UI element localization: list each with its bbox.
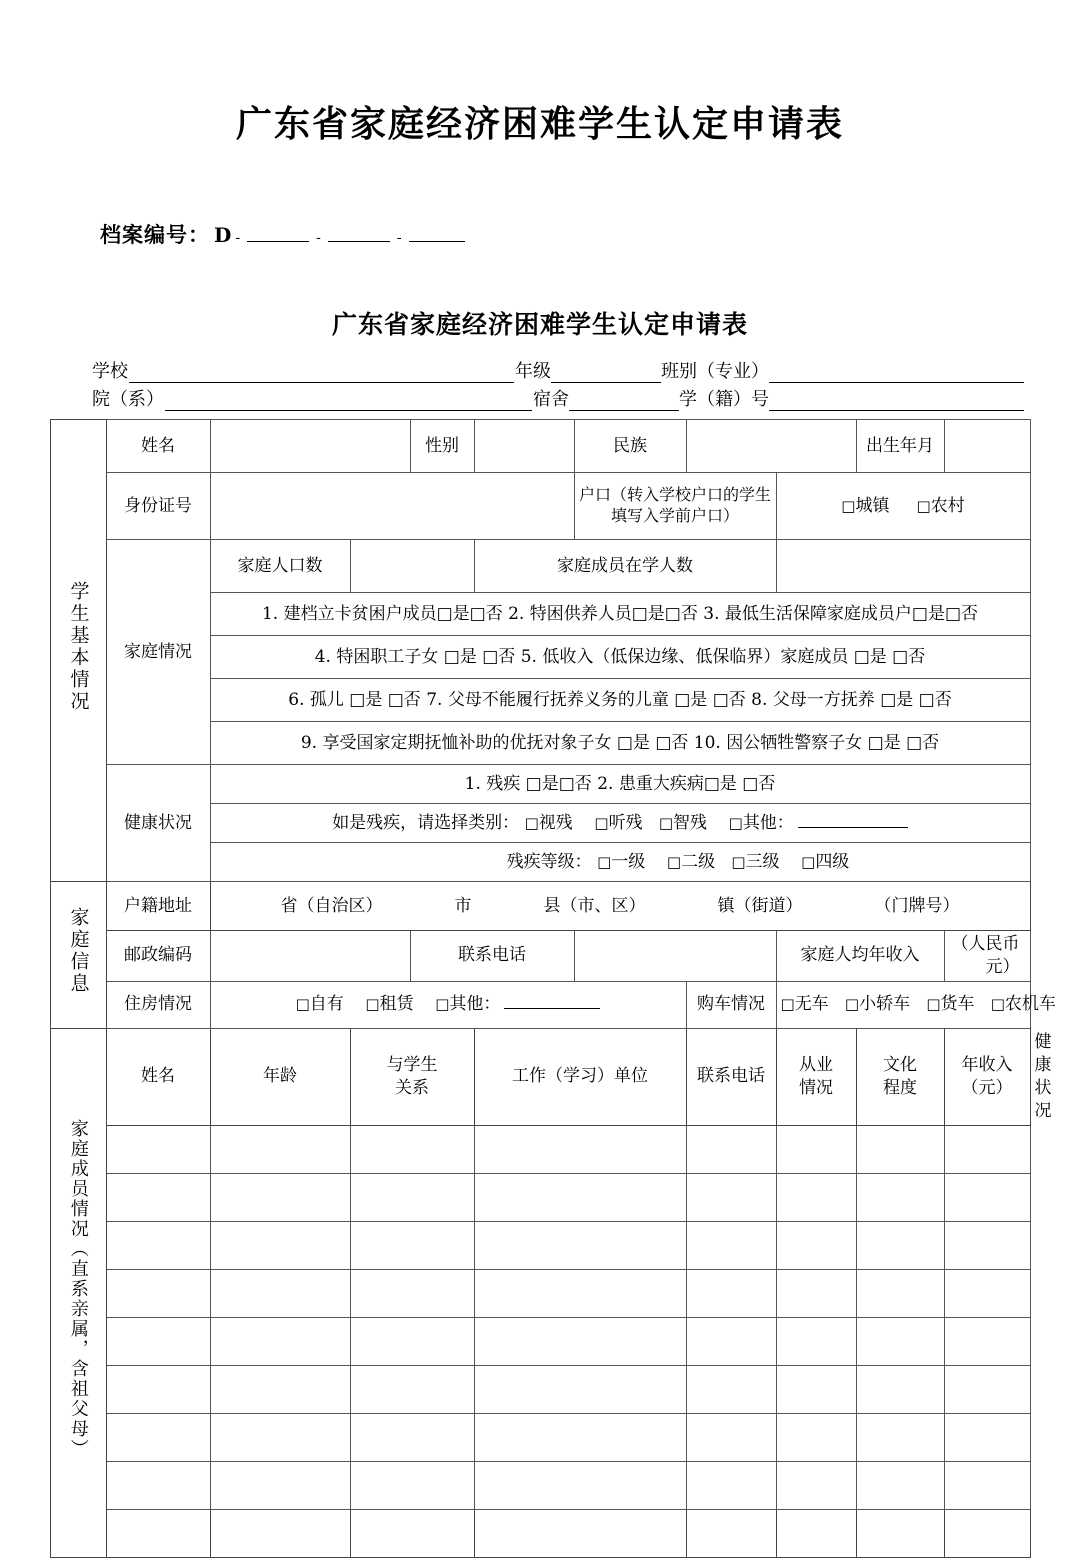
cell-member-relation[interactable] [350, 1461, 474, 1509]
cell-member-phone[interactable] [686, 1317, 776, 1365]
header-income-line-2: （元） [961, 1077, 1013, 1098]
grade-input[interactable] [551, 361, 661, 383]
cell-member-employment[interactable] [776, 1173, 856, 1221]
cell-member-age[interactable] [210, 1509, 350, 1557]
header-income-line-1: 年收入 [961, 1054, 1013, 1075]
dorm-label: 宿舍 [533, 389, 569, 410]
table-row-housing [50, 981, 1030, 1028]
label-name: 姓名 [106, 420, 210, 473]
input-ethnicity[interactable] [686, 420, 856, 473]
cell-member-income[interactable] [944, 1221, 1030, 1269]
table-row-id-number [50, 473, 1030, 540]
input-other-disability[interactable] [798, 813, 908, 828]
cell-member-education[interactable] [856, 1317, 944, 1365]
checkbox-hukou-rural[interactable]: □ [916, 496, 931, 515]
cell-member-relation[interactable] [350, 1269, 474, 1317]
label-gender: 性别 [410, 420, 474, 473]
address-part-city: 市 [454, 895, 472, 916]
label-housing: 住房情况 [106, 981, 210, 1028]
hukou-options [776, 473, 1030, 540]
cell-member-employment[interactable] [776, 1365, 856, 1413]
situation-line-3[interactable]: 6. 孤儿 □是 □否 7. 父母不能履行抚养义务的儿童 □是 □否 8. 父母一方抚养 □是 □否 [210, 679, 1030, 722]
cell-member-employment[interactable] [776, 1221, 856, 1269]
cell-member-education[interactable] [856, 1173, 944, 1221]
car-options [776, 981, 1056, 1028]
cell-member-employment[interactable] [776, 1317, 856, 1365]
label-family-income: 家庭人均年收入 [776, 931, 944, 982]
label-id-number: 身份证号 [106, 473, 210, 540]
label-birth-date: 出生年月 [856, 420, 944, 473]
cell-member-workplace[interactable] [474, 1461, 686, 1509]
table-row-health-1 [50, 765, 1030, 804]
table-row-member-2 [50, 1173, 1030, 1221]
cell-member-education[interactable] [856, 1221, 944, 1269]
archive-field-2[interactable] [328, 225, 390, 242]
checkbox-level-3[interactable]: □ [731, 852, 746, 871]
school-input[interactable] [129, 361, 514, 383]
label-level-3: 三级 [745, 851, 780, 872]
cell-member-phone[interactable] [686, 1509, 776, 1557]
input-phone[interactable] [574, 931, 776, 982]
label-disability-type: 如是残疾，请选择类别： [332, 812, 520, 833]
header-education-line-2: 程度 [883, 1077, 917, 1098]
student-id-label: 学（籍）号 [679, 389, 769, 410]
cell-member-income[interactable] [944, 1125, 1030, 1173]
input-id-number[interactable] [210, 473, 574, 540]
cell-member-employment[interactable] [776, 1413, 856, 1461]
archive-dash-1: - [235, 230, 241, 246]
checkbox-housing-owned[interactable]: □ [295, 995, 310, 1014]
department-input[interactable] [165, 389, 532, 411]
cell-member-income[interactable] [944, 1509, 1030, 1557]
cell-member-name[interactable] [106, 1461, 210, 1509]
dorm-input[interactable] [569, 389, 679, 411]
header-employment-line-2: 情况 [799, 1077, 833, 1098]
health-line-1[interactable]: 1. 残疾 □是□否 2. 患重大疾病□是 □否 [210, 765, 1030, 804]
label-car-truck: 货车 [940, 994, 975, 1015]
grade-label: 年级 [515, 361, 551, 382]
label-vision-disability: 视残 [538, 812, 573, 833]
cell-member-workplace[interactable] [474, 1509, 686, 1557]
header-member-income [944, 1028, 1030, 1125]
table-row-postcode [50, 931, 1030, 982]
checkbox-hukou-urban[interactable]: □ [841, 496, 856, 515]
header-relation-line-2: 关系 [395, 1077, 429, 1098]
archive-field-1[interactable] [247, 225, 309, 242]
cell-member-employment[interactable] [776, 1509, 856, 1557]
cell-member-phone[interactable] [686, 1461, 776, 1509]
table-row-member-7 [50, 1413, 1030, 1461]
header-employment-line-1: 从业 [799, 1054, 833, 1075]
address-part-province: 省（自治区） [280, 895, 383, 916]
header-member-education [856, 1028, 944, 1125]
input-members-in-school[interactable] [776, 540, 1030, 593]
department-label: 院（系） [92, 389, 164, 410]
input-family-size[interactable] [350, 540, 474, 593]
cell-member-workplace[interactable] [474, 1269, 686, 1317]
label-level-1: 一级 [611, 851, 646, 872]
school-label: 学校 [92, 361, 128, 382]
table-row-family-members-header: 家庭成员情况（直系亲属，含祖父母） 姓名 年龄 与学生 关系 工作（学习）单位 联系电话 从业 情况 文化 程度 年收入 （元） 健康 状况 [50, 1028, 1030, 1125]
label-hukou-note: 户口（转入学校户口的学生填写入学前户口） [574, 473, 776, 540]
label-hearing-disability: 听残 [608, 812, 643, 833]
cell-member-workplace[interactable] [474, 1365, 686, 1413]
label-other-disability: 其他： [742, 812, 794, 833]
label-housing-owned: 自有 [309, 994, 344, 1015]
cell-member-age[interactable] [210, 1269, 350, 1317]
input-housing-other[interactable] [504, 994, 600, 1009]
address-part-town: 镇（街道） [717, 895, 803, 916]
section-label-family-members: 家庭成员情况（直系亲属，含祖父母） [50, 1028, 106, 1557]
checkbox-car-truck[interactable]: □ [926, 995, 941, 1014]
header-member-workplace: 工作（学习）单位 [474, 1028, 686, 1125]
cell-member-name[interactable] [106, 1413, 210, 1461]
checkbox-car-farm[interactable]: □ [990, 995, 1005, 1014]
cell-member-name[interactable] [106, 1173, 210, 1221]
input-gender[interactable] [474, 420, 574, 473]
situation-line-2[interactable]: 4. 特困职工子女 □是 □否 5. 低收入（低保边缘、低保临界）家庭成员 □是 □否 [210, 636, 1030, 679]
cell-member-workplace[interactable] [474, 1125, 686, 1173]
archive-field-3[interactable] [409, 225, 465, 242]
header-relation-line-1: 与学生 [386, 1054, 438, 1075]
checkbox-car-none[interactable]: □ [780, 995, 795, 1014]
input-postcode[interactable] [210, 931, 410, 982]
header-member-phone: 联系电话 [686, 1028, 776, 1125]
cell-member-workplace[interactable] [474, 1173, 686, 1221]
cell-member-name[interactable] [106, 1509, 210, 1557]
label-level-2: 二级 [681, 851, 716, 872]
archive-number-line [0, 147, 1080, 249]
situation-line-1[interactable]: 1. 建档立卡贫困户成员□是□否 2. 特困供养人员□是□否 3. 最低生活保障家庭成员户□是□否 [210, 593, 1030, 636]
label-disability-level: 残疾等级： [506, 851, 592, 872]
table-row-member-1 [50, 1125, 1030, 1173]
cell-member-workplace[interactable] [474, 1317, 686, 1365]
table-row-member-3 [50, 1221, 1030, 1269]
cell-member-age[interactable] [210, 1125, 350, 1173]
table-row-address [50, 882, 1030, 931]
cell-member-employment[interactable] [776, 1269, 856, 1317]
cell-member-education[interactable] [856, 1461, 944, 1509]
label-car-sedan: 小轿车 [859, 994, 911, 1015]
cell-member-age[interactable] [210, 1413, 350, 1461]
label-family-size: 家庭人口数 [210, 540, 350, 593]
label-family-situation: 家庭情况 [106, 540, 210, 765]
table-row-member-6 [50, 1365, 1030, 1413]
cell-member-income[interactable] [944, 1173, 1030, 1221]
input-birth-date[interactable] [944, 420, 1030, 473]
checkbox-housing-other[interactable]: □ [435, 995, 450, 1014]
archive-dash-2: - [316, 230, 321, 246]
label-phone: 联系电话 [410, 931, 574, 982]
checkbox-intellectual-disability[interactable]: □ [658, 813, 673, 832]
cell-member-relation[interactable] [350, 1221, 474, 1269]
cell-member-education[interactable] [856, 1125, 944, 1173]
cell-member-age[interactable] [210, 1317, 350, 1365]
disability-type-line [210, 804, 1030, 843]
cell-member-phone[interactable] [686, 1413, 776, 1461]
cell-member-education[interactable] [856, 1509, 944, 1557]
cell-member-relation[interactable] [350, 1317, 474, 1365]
cell-member-age[interactable] [210, 1365, 350, 1413]
cell-member-name[interactable] [106, 1269, 210, 1317]
cell-member-phone[interactable] [686, 1221, 776, 1269]
cell-member-workplace[interactable] [474, 1221, 686, 1269]
checkbox-level-4[interactable]: □ [801, 852, 816, 871]
cell-member-phone[interactable] [686, 1269, 776, 1317]
school-info-row-2 [92, 383, 1024, 411]
header-education-line-1: 文化 [883, 1054, 917, 1075]
address-part-county: 县（市、区） [543, 895, 646, 916]
table-row-member-5 [50, 1317, 1030, 1365]
page-title: 广东省家庭经济困难学生认定申请表 [235, 103, 844, 145]
label-car-farm: 农机车 [1004, 994, 1056, 1015]
cell-member-age[interactable] [210, 1461, 350, 1509]
application-form-table [50, 419, 1056, 1558]
class-label: 班别（专业） [661, 361, 769, 382]
cell-member-income[interactable] [944, 1413, 1030, 1461]
label-health-status: 健康状况 [106, 765, 210, 882]
checkbox-housing-rented[interactable]: □ [365, 995, 380, 1014]
section-label-family-info: 家庭信息 [50, 882, 106, 1029]
address-part-house-number: （门牌号） [874, 895, 960, 916]
archive-number-label: 档案编号： [100, 222, 210, 247]
label-hukou-rural: 农村 [930, 495, 965, 516]
disability-level-line [210, 843, 1030, 882]
cell-member-employment[interactable] [776, 1461, 856, 1509]
class-input[interactable] [769, 361, 1024, 383]
cell-member-workplace[interactable] [474, 1413, 686, 1461]
archive-dash-3: - [396, 230, 402, 246]
student-id-input[interactable] [769, 389, 1024, 411]
checkbox-level-1[interactable]: □ [597, 852, 612, 871]
cell-member-relation[interactable] [350, 1125, 474, 1173]
checkbox-hearing-disability[interactable]: □ [594, 813, 609, 832]
section-label-student-basic: 学生基本情况 [50, 420, 106, 882]
cell-member-income[interactable] [944, 1317, 1030, 1365]
table-row-family-size [50, 540, 1030, 593]
form-subtitle: 广东省家庭经济困难学生认定申请表 [331, 310, 748, 339]
cell-member-age[interactable] [210, 1173, 350, 1221]
checkbox-other-disability[interactable]: □ [728, 813, 743, 832]
cell-member-relation[interactable] [350, 1509, 474, 1557]
header-member-employment [776, 1028, 856, 1125]
label-income-unit: （人民币元） [951, 934, 1020, 977]
label-ethnicity: 民族 [574, 420, 686, 473]
cell-member-income[interactable] [944, 1269, 1030, 1317]
housing-options [210, 981, 686, 1028]
cell-member-income[interactable] [944, 1365, 1030, 1413]
table-row-member-8 [50, 1461, 1030, 1509]
label-car: 购车情况 [686, 981, 776, 1028]
label-housing-other: 其他： [449, 994, 501, 1015]
cell-member-name[interactable] [106, 1317, 210, 1365]
table-row-name [50, 420, 1030, 473]
cell-member-name[interactable] [106, 1221, 210, 1269]
cell-member-phone[interactable] [686, 1365, 776, 1413]
table-row-member-4 [50, 1269, 1030, 1317]
checkbox-car-sedan[interactable]: □ [844, 995, 860, 1014]
cell-member-education[interactable] [856, 1365, 944, 1413]
cell-member-name[interactable] [106, 1125, 210, 1173]
checkbox-level-2[interactable]: □ [666, 852, 682, 871]
table-row-member-9 [50, 1509, 1030, 1557]
archive-prefix: D [214, 223, 232, 247]
label-level-4: 四级 [815, 851, 850, 872]
input-family-income[interactable] [944, 931, 1030, 982]
cell-member-age[interactable] [210, 1221, 350, 1269]
label-housing-rented: 租赁 [379, 994, 414, 1015]
cell-member-name[interactable] [106, 1365, 210, 1413]
header-member-age: 年龄 [210, 1028, 350, 1125]
situation-line-4[interactable]: 9. 享受国家定期抚恤补助的优抚对象子女 □是 □否 10. 因公牺牲警察子女 □是 □否 [210, 722, 1030, 765]
cell-member-education[interactable] [856, 1269, 944, 1317]
address-parts [215, 895, 1026, 918]
school-info-block [0, 355, 1080, 411]
input-address[interactable] [210, 882, 1030, 931]
school-info-row-1 [92, 355, 1024, 383]
cell-member-employment[interactable] [776, 1125, 856, 1173]
cell-member-phone[interactable] [686, 1173, 776, 1221]
header-member-relation [350, 1028, 474, 1125]
cell-member-phone[interactable] [686, 1125, 776, 1173]
label-hukou-urban: 城镇 [855, 495, 890, 516]
label-members-in-school: 家庭成员在学人数 [474, 540, 776, 593]
header-member-name: 姓名 [106, 1028, 210, 1125]
cell-member-relation[interactable] [350, 1413, 474, 1461]
cell-member-education[interactable] [856, 1413, 944, 1461]
cell-member-income[interactable] [944, 1461, 1030, 1509]
label-intellectual-disability: 智残 [673, 812, 707, 833]
checkbox-vision-disability[interactable]: □ [524, 813, 539, 832]
cell-member-relation[interactable] [350, 1365, 474, 1413]
cell-member-relation[interactable] [350, 1173, 474, 1221]
label-postcode: 邮政编码 [106, 931, 210, 982]
label-address: 户籍地址 [106, 882, 210, 931]
input-name[interactable] [210, 420, 410, 473]
label-car-none: 无车 [794, 994, 829, 1015]
